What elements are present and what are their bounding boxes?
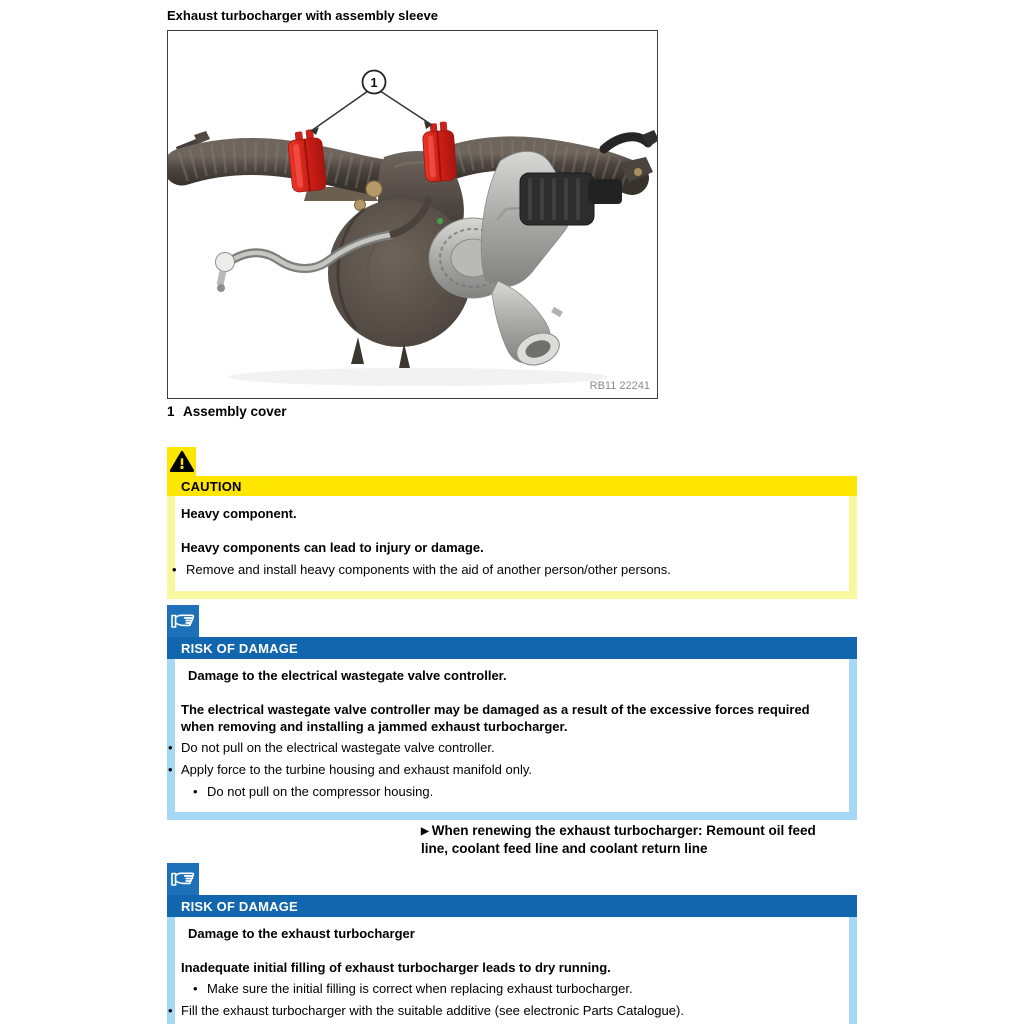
instruction-step bbox=[421, 823, 843, 857]
callout-leader-lines bbox=[311, 91, 432, 135]
risk-subject: Damage to the electrical wastegate valve controller. bbox=[188, 668, 507, 683]
page-title: Exhaust turbocharger with assembly sleeve bbox=[167, 8, 438, 23]
figure-caption bbox=[167, 404, 287, 419]
instruction-text: When renewing the exhaust turbocharger: Remount oil feed line, coolant feed line and coolant return line bbox=[421, 823, 816, 856]
figure-image-code: RB11 22241 bbox=[589, 380, 650, 392]
caption-number: 1 bbox=[167, 404, 175, 419]
assembly-cover-left bbox=[287, 128, 327, 192]
caution-module bbox=[167, 447, 857, 599]
turbocharger-photo bbox=[168, 31, 657, 398]
caution-header-bar bbox=[167, 476, 857, 496]
risk-sub-bullet: • Make sure the initial filling is correct when replacing exhaust turbocharger. bbox=[181, 979, 843, 998]
risk-module-turbocharger bbox=[167, 863, 857, 1024]
turbocharger-figure bbox=[167, 30, 658, 399]
risk-bullet: • Apply force to the turbine housing and exhaust manifold only. bbox=[181, 760, 843, 779]
risk-sub-bullet: • Do not pull on the compressor housing. bbox=[181, 782, 843, 801]
risk-header-label: RISK OF DAMAGE bbox=[181, 898, 298, 914]
pointing-hand-icon bbox=[167, 863, 199, 895]
figure-callout-1 bbox=[363, 71, 386, 94]
risk-header-label: RISK OF DAMAGE bbox=[181, 640, 298, 656]
caption-label: Assembly cover bbox=[183, 404, 287, 419]
risk-header-bar bbox=[167, 637, 857, 659]
risk-header-bar bbox=[167, 895, 857, 917]
instruction-arrow-icon: ▶ bbox=[421, 826, 429, 837]
pointing-hand-icon bbox=[167, 605, 199, 637]
risk-bullet: • Do not pull on the electrical wastegate valve controller. bbox=[181, 738, 843, 757]
risk-cause: Inadequate initial filling of exhaust turbocharger leads to dry running. bbox=[181, 960, 611, 975]
risk-body bbox=[167, 659, 857, 820]
risk-bullet: • Fill the exhaust turbocharger with the suitable additive (see electronic Parts Catalogue). bbox=[181, 1001, 843, 1020]
caution-bullet: • Remove and install heavy components with the aid of another person/other persons. bbox=[181, 560, 843, 579]
caution-header-label: CAUTION bbox=[181, 478, 242, 494]
risk-body bbox=[167, 917, 857, 1024]
risk-subject: Damage to the exhaust turbocharger bbox=[188, 926, 415, 941]
caution-subject: Heavy component. bbox=[181, 506, 297, 521]
caution-body bbox=[167, 496, 857, 599]
figure-callout-number: 1 bbox=[370, 75, 378, 90]
caution-cause: Heavy components can lead to injury or damage. bbox=[181, 540, 484, 555]
risk-module-wastegate bbox=[167, 605, 857, 820]
warning-triangle-icon bbox=[167, 447, 196, 476]
risk-cause: The electrical wastegate valve controller may be damaged as a result of the excessive forces required when removing and installing a jammed exhaust turbocharger. bbox=[181, 702, 810, 734]
assembly-cover-right bbox=[422, 121, 457, 182]
